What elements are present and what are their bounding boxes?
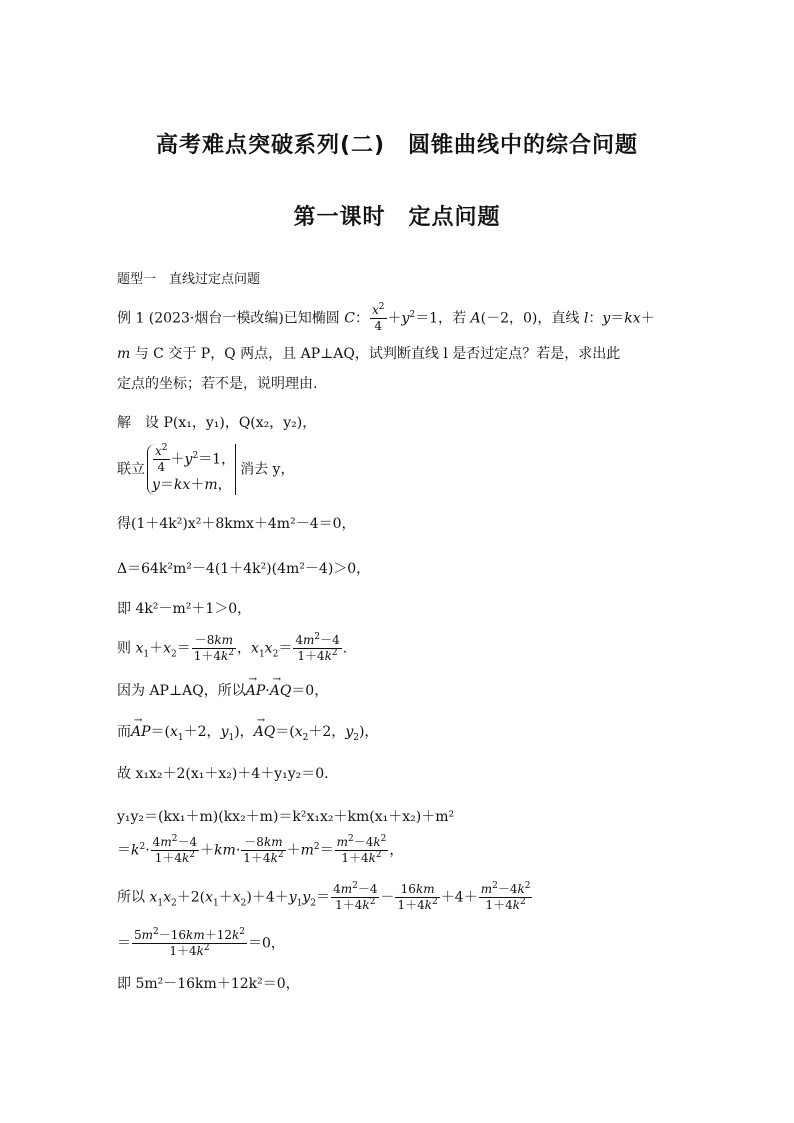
- page-title: 高考难点突破系列(二) 圆锥曲线中的综合问题: [155, 133, 639, 158]
- sum-expression: 所以 $x_1x_2+2(x_1+x_2)+4+y_1y_2=$ $\frac{4m^2-4}{1+4k^2}$ － $\frac{16km}{1+4k^2}$ ＋4＋ $\frac{m^2-4k^2}{1+4k^2}$: [117, 881, 531, 912]
- ellipse-fraction: $\frac{x^2}{4}$: [371, 302, 385, 333]
- solution-setup: [117, 414, 316, 432]
- system-of-equations: [117, 444, 294, 495]
- dot-product-condition: 故 x₁x₂＋2(x₁＋x₂)＋4＋y₁y₂＝0.: [117, 766, 329, 782]
- vector-line: 而→ $AP=(x_1+2$，$y_1$)，→ $AQ=(x_2+2$，$y_2$)，: [117, 723, 378, 741]
- example-text-2: 与 C 交于 P，Q 两点，且 AP⊥AQ，试判断直线 l 是否过定点？若是，求出此: [134, 346, 621, 362]
- inequality-line: 即 4k²－m²＋1＞0，: [117, 601, 252, 617]
- final-equation: 即 5m²－16km＋12k²＝0，: [117, 976, 300, 992]
- example-line-3: 定点的坐标；若不是，说明理由.: [117, 376, 318, 392]
- lianli-label: 联立: [117, 461, 145, 478]
- suoyi-text: 所以: [117, 889, 145, 906]
- equation-system: $\frac{x^2}{4}$ $+y^2=1$， y＝kx＋m，: [147, 444, 236, 495]
- er-label: 而: [117, 724, 131, 740]
- example-cont2: ，直线: [537, 310, 584, 327]
- example-line-2: m 与 C 交于 P，Q 两点，且 AP⊥AQ，试判断直线 l 是否过定点？若是，求出此: [117, 346, 621, 362]
- example-cont1: ，若: [438, 310, 471, 327]
- solution-set-text: 设 P(x₁，y₁)，Q(x₂，y₂)，: [145, 415, 317, 431]
- yinwei-text: 因为 AP⊥AQ，所以: [117, 683, 246, 699]
- ze-label: 则: [117, 640, 131, 657]
- perpendicular-line: 因为 AP⊥AQ，所以→ AP·→ AQ＝0，: [117, 682, 328, 700]
- solution-label: 解: [117, 415, 131, 431]
- vieta-line: 则 $x_1+x_2=$ $\frac{-8km}{1+4k^2}$ ，$x_1x_2=$ $\frac{4m^2-4}{1+4k^2}$ .: [117, 632, 348, 663]
- lesson-subtitle: 第一课时 定点问题: [293, 205, 501, 230]
- section-heading: 题型一 直线过定点问题: [117, 272, 261, 287]
- example-line-1: 例 1 (2023·烟台一模改编)已知椭圆 C： $\frac{x^2}{4}$ $+y^2=1$，若 A(－2，0)，直线 l：y＝kx＋: [117, 302, 655, 333]
- y1y2-substitution: $=k^2\cdot$ $\frac{4m^2-4}{1+4k^2}$ ＋km· $\frac{-8km}{1+4k^2}$ $+m^2=$ $\frac{m^2-4k^2}{1+4k^2}$ ，: [117, 834, 404, 865]
- example-prefix: 例 1 (2023·烟台一模改编)已知椭圆: [117, 310, 345, 327]
- quadratic-equation: 得(1＋4k²)x²＋8kmx＋4m²－4＝0，: [117, 516, 356, 532]
- eliminate-text: 消去 y，: [240, 461, 295, 478]
- y1y2-expansion: y₁y₂＝(kx₁＋m)(kx₂＋m)＝k²x₁x₂＋km(x₁＋x₂)＋m²: [117, 809, 455, 825]
- discriminant: Δ＝64k²m²－4(1＋4k²)(4m²－4)＞0，: [117, 561, 371, 577]
- combined-fraction: ＝ $\frac{5m^2-16km+12k^2}{1+4k^2}$ ＝0，: [117, 927, 285, 958]
